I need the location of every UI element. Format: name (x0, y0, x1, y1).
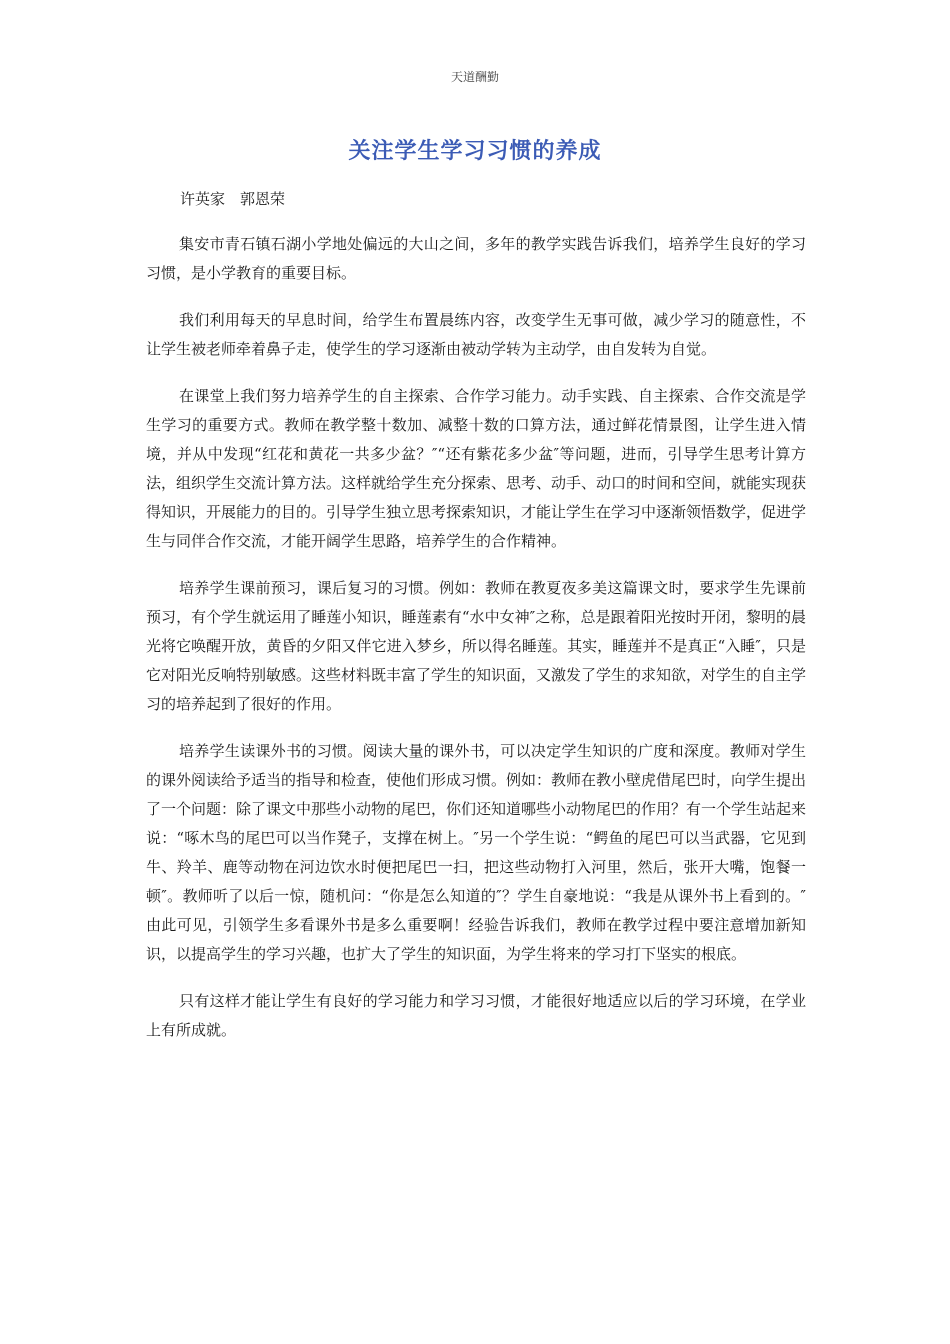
paragraph-5: 培养学生读课外书的习惯。阅读大量的课外书，可以决定学生知识的广度和深度。教师对学生的课外阅读给予适当的指导和检查，使他们形成习惯。例如：教师在教小壁虎借尾巴时，向学生提出了一个问题：除了课文中那些小动物的尾巴，你们还知道哪些小动物尾巴的作用？有一个学生站起来说：“啄木鸟的尾巴可以当作凳子，支撑在树上。″另一个学生说：“鳄鱼的尾巴可以当武器，它见到牛、羚羊、鹿等动物在河边饮水时便把尾巴一扫，把这些动物打入河里，然后，张开大嘴，饱餐一顿″。教师听了以后一惊，随机问：“你是怎么知道的″？学生自豪地说：“我是从课外书上看到的。″由此可见，引领学生多看课外书是多么重要啊！经验告诉我们，教师在教学过程中要注意增加新知识，以提高学生的学习兴趣，也扩大了学生的知识面，为学生将来的学习打下坚实的根底。 (146, 742, 807, 963)
paragraph-2: 我们利用每天的早息时间，给学生布置晨练内容，改变学生无事可做，减少学习的随意性，不让学生被老师牵着鼻子走，使学生的学习逐渐由被动学转为主动学，由自发转为自觉。 (146, 311, 806, 358)
paragraph-3: 在课堂上我们努力培养学生的自主探索、合作学习能力。动手实践、自主探索、合作交流是学生学习的重要方式。教师在教学整十数加、减整十数的口算方法，通过鲜花情景图，让学生进入情境，并从中发现“红花和黄花一共多少盆？″“还有紫花多少盆″等问题，进而，引导学生思考计算方法，组织学生交流计算方法。这样就给学生充分探索、思考、动手、动口的时间和空间，就能实现获得知识，开展能力的目的。引导学生独立思考探索知识，才能让学生在学习中逐渐领悟数学，促进学生与同伴合作交流，才能开阔学生思路，培养学生的合作精神。 (146, 387, 807, 550)
header-note: 天道酬勤 (450, 70, 499, 84)
paragraph-4: 培养学生课前预习，课后复习的习惯。例如：教师在教夏夜多美这篇课文时，要求学生先课前预习，有个学生就运用了睡莲小知识，睡莲素有“水中女神″之称，总是跟着阳光按时开闭，黎明的晨光将它唤醒开放，黄昏的夕阳又伴它进入梦乡，所以得名睡莲。其实，睡莲并不是真正“入睡″，只是它对阳光反响特别敏感。这些材料既丰富了学生的知识面，又激发了学生的求知欲，对学生的自主学习的培养起到了很好的作用。 (146, 579, 807, 713)
paragraph-6: 只有这样才能让学生有良好的学习能力和学习习惯，才能很好地适应以后的学习环境，在学业上有所成就。 (146, 992, 806, 1039)
authors: 许英家 郭恩荣 (180, 190, 286, 208)
page-title: 关注学生学习习惯的养成 (348, 139, 602, 164)
paragraph-1: 集安市青石镇石湖小学地处偏远的大山之间，多年的教学实践告诉我们，培养学生良好的学习习惯，是小学教育的重要目标。 (146, 235, 806, 282)
article-body (146, 230, 806, 1063)
